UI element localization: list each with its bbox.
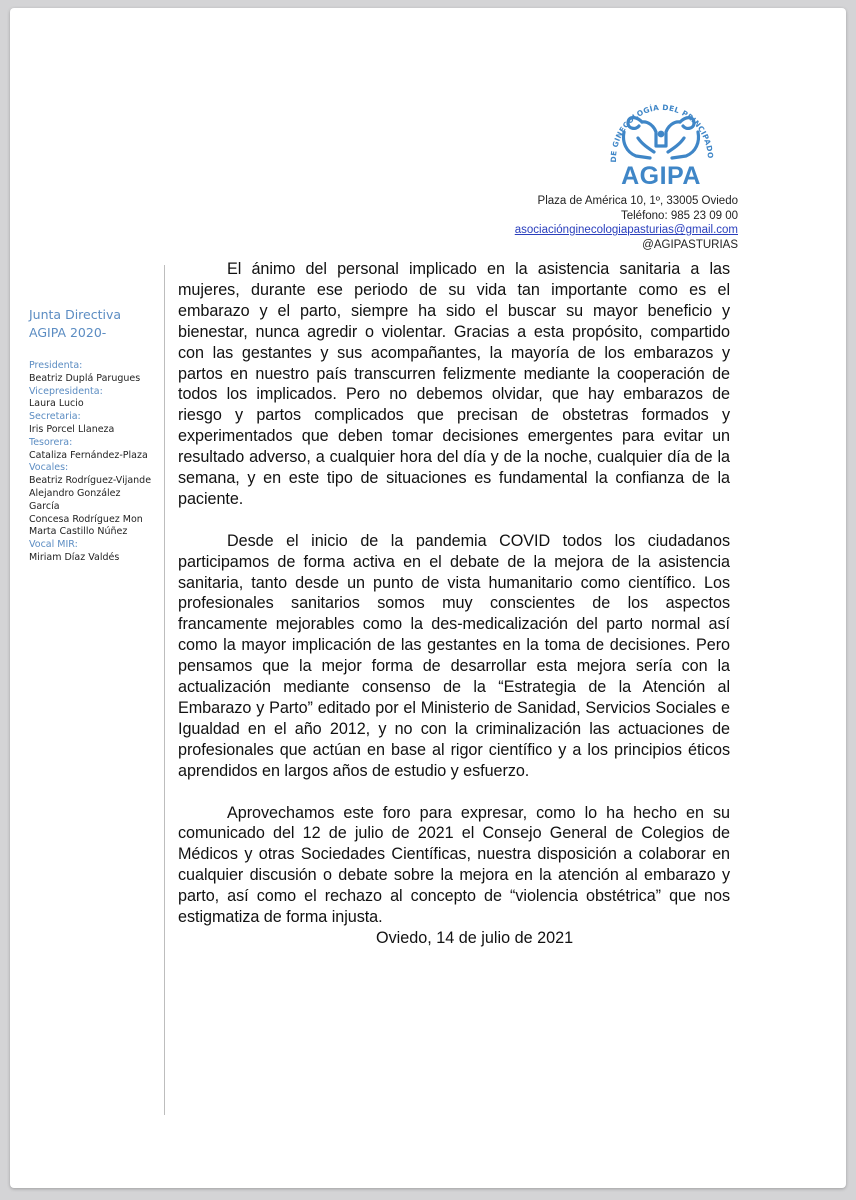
member-name: García: [29, 500, 60, 512]
letter-paragraph: El ánimo del personal implicado en la asistencia sanitaria a las mujeres, durante ese periodo de su vida tan importante como es el embarazo y el parto, siempre ha sido el buscar su mayor beneficio y bienestar, nunca agredir o violentar. Gracias a esta propósito, compartido con las gestantes y sus acompañantes, la mayoría de los embarazos y partos en nuestro país transcurren felizmente mediante la cooperación de todos los implicados. Pero no debemos olvidar, que hay embarazos de riesgo y partos complicados que precisan de obstetras formados y experimentados que deben tomar decisiones emergentes para evitar un resultado adverso, a cualquier hora del día y de la noche, cualquier día de la semana, y en este tipo de situaciones es fundamental la confianza de la paciente.: [178, 260, 730, 508]
letter-page: [10, 8, 846, 1188]
letter-body: [178, 259, 730, 949]
member-name: Beatriz Duplá Parugues: [29, 372, 141, 384]
agipa-logo: [576, 72, 746, 212]
letter-paragraph: Aprovechamos este foro para expresar, como lo ha hecho en su comunicado del 12 de julio de 2021 el Consejo General de Colegios de Médicos y otras Sociedades Científicas, nuestra disposición a colaborar en cualquier discusión o debate sobre la mejora en la atención al embarazo y parto, así como el rechazo al concepto de “violencia obstétrica” que nos estigmatiza de forma injusta.: [178, 803, 730, 927]
contact-address: Plaza de América 10, 1º, 33005 Oviedo: [537, 195, 738, 207]
member-name: Iris Porcel Llaneza: [29, 423, 115, 435]
letter-paragraph: Desde el inicio de la pandemia COVID todos los ciudadanos participamos de forma activa en el debate de la mejora de la asistencia sanitaria, tanto desde un punto de vista humanitario como científico. Los profesionales sanitarios somos muy conscientes de los aspectos francamente mejorables como la des-medicalización del parto normal así como la mayor implicación de las gestantes en la toma de decisiones. Pero pensamos que la mejor forma de desarrollar esta mejora sería con la actualización mediante consenso de la “Estrategia de la Atención al Embarazo y Parto” editado por el Ministerio de Sanidad, Servicios Sociales e Igualdad en el año 2012, y no con la criminalización las actuaciones de profesionales que actúan en base al rigor científico y a los principios éticos aprendidos en largos años de estudio y esfuerzo.: [178, 531, 730, 780]
member-name: Concesa Rodríguez Mon: [29, 513, 143, 525]
member-name: Cataliza Fernández-Plaza: [29, 449, 148, 461]
logo-arc-text: DE GINECOLOGÍA DEL PRINCIPADO: [608, 102, 716, 163]
role-label-secretaria: Secretaria:: [29, 411, 81, 423]
role-label-vocal-mir: Vocal MIR:: [29, 539, 78, 551]
sidebar-subtitle: AGIPA 2020-: [29, 325, 107, 340]
member-name: Alejandro González: [29, 487, 121, 499]
role-label-presidenta: Presidenta:: [29, 360, 83, 371]
contact-social-handle: @AGIPASTURIAS: [642, 238, 738, 251]
member-name: Marta Castillo Núñez: [29, 526, 128, 538]
logo-name: AGIPA: [621, 162, 701, 190]
contact-phone: Teléfono: 985 23 09 00: [620, 209, 738, 222]
contact-email-link[interactable]: asociaciónginecologiapasturias@gmail.com: [514, 224, 738, 237]
member-name: Laura Lucio: [29, 398, 84, 410]
sidebar-title: Junta Directiva: [29, 307, 122, 322]
role-label-vicepresidenta: Vicepresidenta:: [29, 385, 103, 397]
letter-date: Oviedo, 14 de julio de 2021: [376, 929, 574, 947]
sidebar-divider: [164, 265, 165, 1115]
role-label-vocales: Vocales:: [29, 462, 69, 474]
member-name: Miriam Díaz Valdés: [29, 551, 120, 563]
role-label-tesorera: Tesorera:: [29, 436, 73, 448]
contact-block: [515, 194, 738, 252]
member-name: Beatriz Rodríguez-Vijande: [29, 475, 152, 487]
board-sidebar: [29, 303, 165, 565]
agipa-logo-emblem-icon: [576, 72, 746, 212]
